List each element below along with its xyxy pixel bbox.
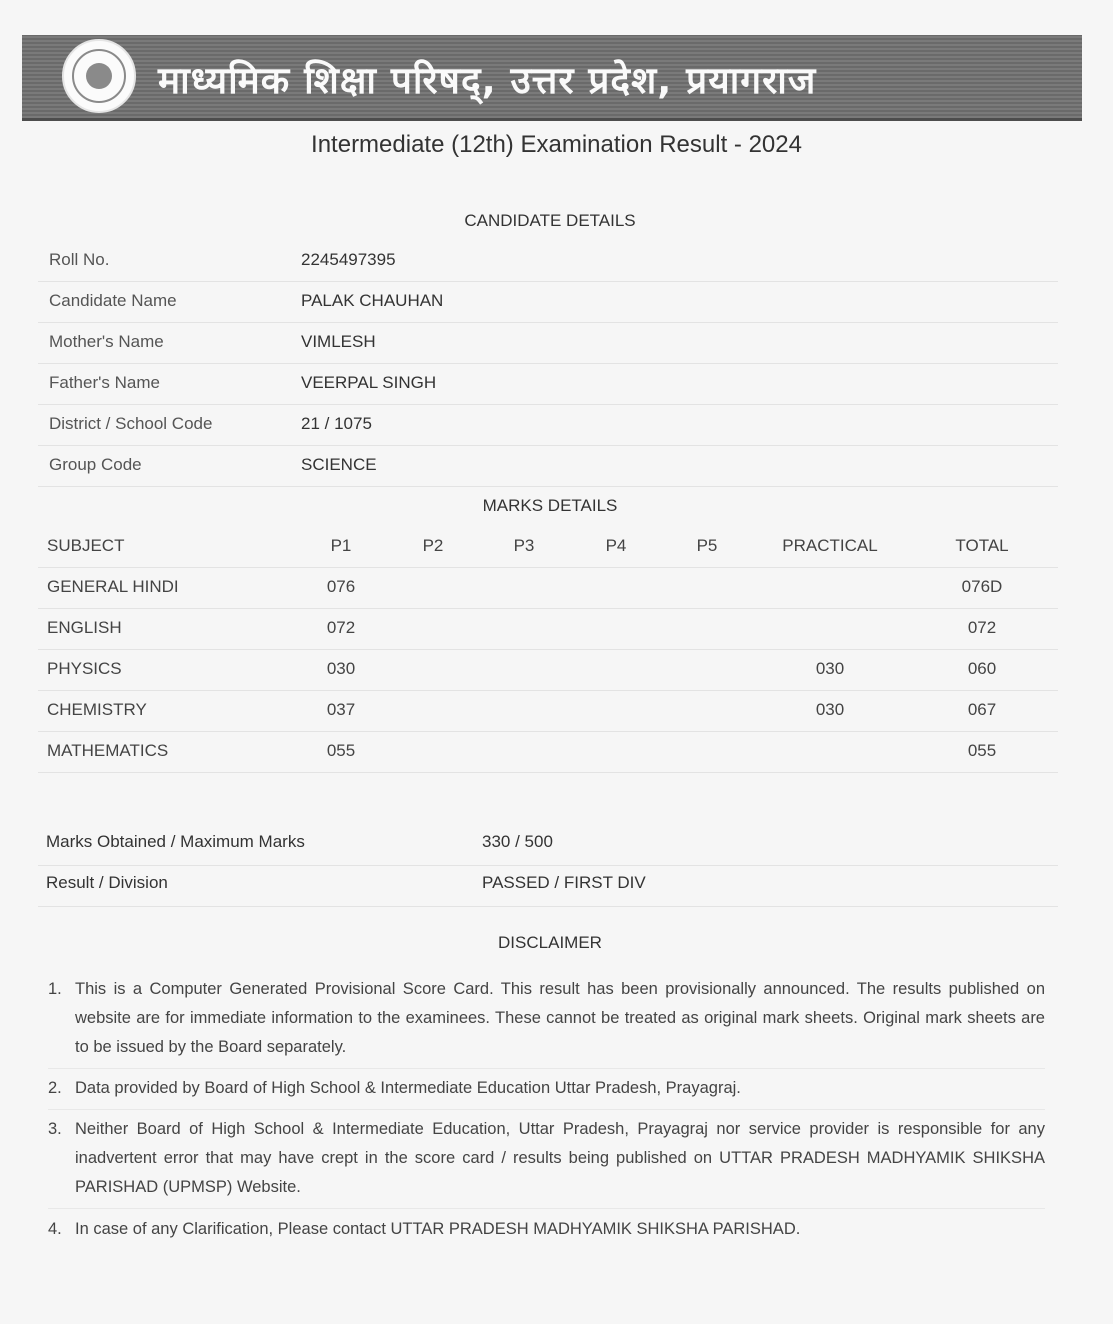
- subject-cell: GENERAL HINDI: [47, 577, 179, 596]
- field-label: District / School Code: [49, 414, 213, 433]
- disclaimer-number: 3.: [48, 1120, 62, 1138]
- subject-cell: MATHEMATICS: [47, 741, 169, 760]
- table-row: [38, 649, 1058, 691]
- col-header-subject: SUBJECT: [47, 536, 125, 555]
- board-name: माध्यमिक शिक्षा परिषद्, उत्तर प्रदेश, प्रयागराज: [158, 59, 817, 102]
- disclaimer-number: 4.: [48, 1220, 62, 1238]
- subject-cell: PHYSICS: [47, 659, 122, 678]
- table-row: [38, 567, 1058, 609]
- col-header-p1: P1: [330, 536, 352, 555]
- field-label: Candidate Name: [49, 291, 177, 310]
- field-value: VEERPAL SINGH: [301, 373, 437, 392]
- field-candidate-name: [38, 281, 1058, 323]
- disclaimer-title: DISCLAIMER: [498, 933, 602, 952]
- field-roll-no: [38, 240, 1058, 282]
- table-row: [38, 731, 1058, 773]
- field-label: Roll No.: [49, 250, 110, 269]
- total-cell: 072: [967, 618, 997, 637]
- disclaimer-item: [48, 1074, 1045, 1110]
- logo-core: [86, 63, 112, 89]
- disclaimer-text: Neither Board of High School & Intermediate Education, Uttar Pradesh, Prayagraj nor service provider is responsible for any inadvertent error that may have crept in the score card / results being published on UTTAR PRADESH MADHYAMIK SHIKSHA PARISHAD (UPMSP) Website.: [75, 1120, 1045, 1196]
- field-father-name: [38, 363, 1058, 405]
- disclaimer-text: In case of any Clarification, Please contact UTTAR PRADESH MADHYAMIK SHIKSHA PARISHAD.: [75, 1220, 801, 1238]
- table-row: [38, 608, 1058, 650]
- total-cell: 060: [967, 659, 997, 678]
- marks-obtained-row: [38, 824, 1058, 866]
- total-cell: 055: [967, 741, 997, 760]
- col-header-p4: P4: [605, 536, 627, 555]
- result-division-value: PASSED / FIRST DIV: [482, 873, 646, 892]
- field-district-school-code: [38, 404, 1058, 446]
- disclaimer-text: Data provided by Board of High School & Intermediate Education Uttar Pradesh, Prayagraj.: [75, 1079, 741, 1097]
- p1-cell: 055: [326, 741, 356, 760]
- field-group-code: [38, 445, 1058, 487]
- disclaimer-text: This is a Computer Generated Provisional Score Card. This result has been provisionally announced. The results published on website are for immediate information to the examinees. These cannot be treated as original mark sheets. Original mark sheets are to be issued by the Board separately.: [75, 980, 1045, 1056]
- col-header-total: TOTAL: [955, 536, 1009, 555]
- field-value: 2245497395: [301, 250, 396, 269]
- practical-cell: 030: [815, 700, 845, 719]
- marks-obtained-label: Marks Obtained / Maximum Marks: [46, 832, 305, 851]
- disclaimer-item: [48, 1115, 1045, 1209]
- field-label: Mother's Name: [49, 332, 164, 351]
- total-cell: 067: [967, 700, 997, 719]
- total-cell: 076D: [961, 577, 1003, 596]
- disclaimer-number: 2.: [48, 1079, 62, 1097]
- disclaimer-item: [48, 975, 1045, 1069]
- result-division-row: [38, 865, 1058, 907]
- field-value: VIMLESH: [301, 332, 376, 351]
- field-value: 21 / 1075: [301, 414, 372, 433]
- header-banner: [22, 35, 1082, 121]
- p1-cell: 030: [326, 659, 356, 678]
- marks-header-row: [38, 526, 1058, 568]
- col-header-p3: P3: [513, 536, 535, 555]
- marks-details-title: MARKS DETAILS: [482, 496, 618, 515]
- subject-cell: CHEMISTRY: [47, 700, 147, 719]
- exam-title: Intermediate (12th) Examination Result - 2024: [311, 131, 802, 158]
- board-logo-icon: [62, 39, 136, 113]
- col-header-p5: P5: [696, 536, 718, 555]
- field-value: PALAK CHAUHAN: [301, 291, 444, 310]
- field-label: Father's Name: [49, 373, 160, 392]
- field-label: Group Code: [49, 455, 142, 474]
- col-header-p2: P2: [422, 536, 444, 555]
- disclaimer-number: 1.: [48, 980, 62, 998]
- subject-cell: ENGLISH: [47, 618, 122, 637]
- result-division-label: Result / Division: [46, 873, 168, 892]
- p1-cell: 037: [326, 700, 356, 719]
- p1-cell: 076: [326, 577, 356, 596]
- practical-cell: 030: [815, 659, 845, 678]
- candidate-details-title: CANDIDATE DETAILS: [464, 211, 636, 230]
- field-mother-name: [38, 322, 1058, 364]
- col-header-practical: PRACTICAL: [782, 536, 878, 555]
- field-value: SCIENCE: [301, 455, 377, 474]
- p1-cell: 072: [326, 618, 356, 637]
- table-row: [38, 690, 1058, 732]
- marks-obtained-value: 330 / 500: [482, 832, 553, 851]
- disclaimer-item: [48, 1215, 1045, 1250]
